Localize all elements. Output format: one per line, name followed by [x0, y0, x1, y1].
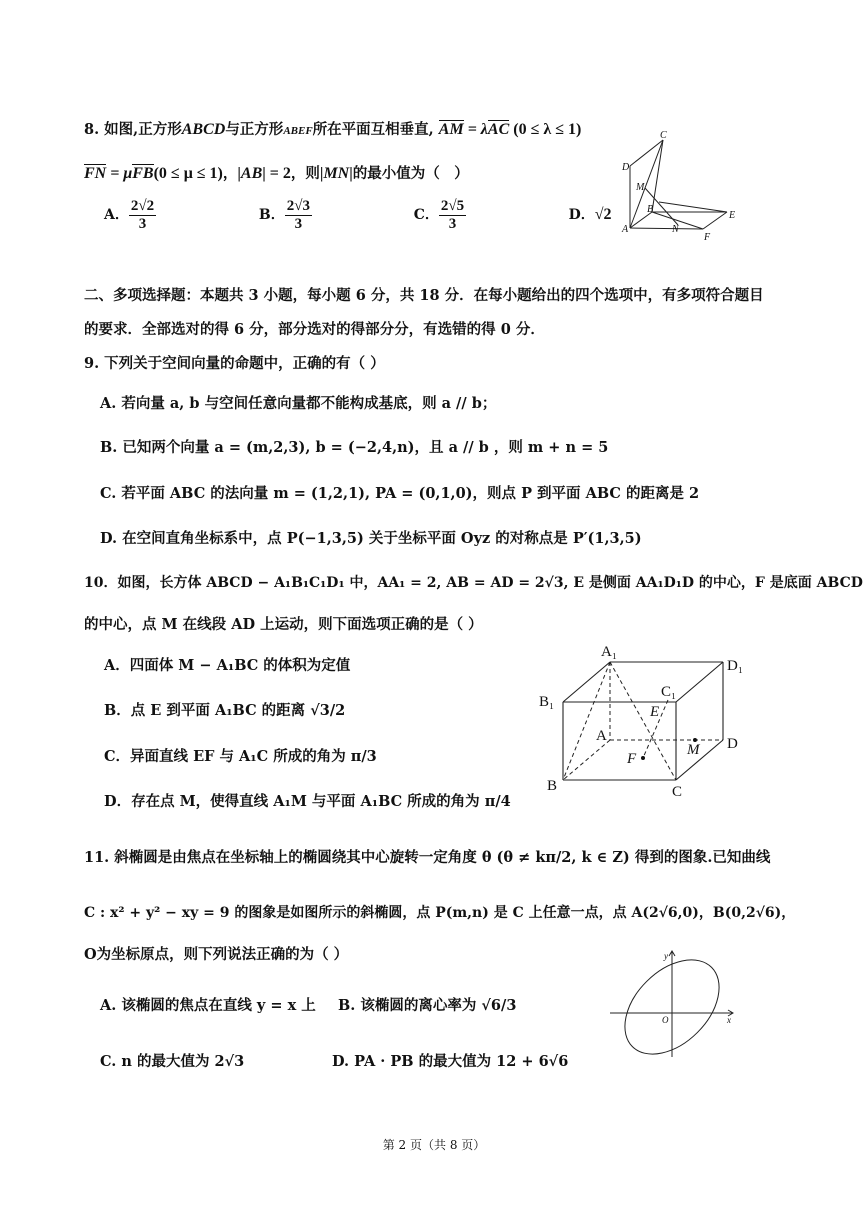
q11-fig-label-x: x [727, 1015, 731, 1025]
q10-fig-label-e: E [650, 704, 660, 720]
q10-option-b: B．点 E 到平面 A₁BC 的距离 √3/2 [104, 702, 346, 719]
q11-option-d: D. PA · PB 的最大值为 12 + 6√6 [332, 1053, 569, 1070]
q10-fig-label-a: A [596, 728, 607, 744]
q8-fig-label-n: N [672, 224, 679, 235]
q11-fig-label-y: y [664, 951, 668, 961]
q11-line3: O为坐标原点，则下列说法正确的为（ ） [84, 946, 349, 963]
q10-option-c: C．异面直线 EF 与 A₁C 所成的角为 π/3 [104, 748, 377, 765]
q11-ellipse-figure [605, 945, 740, 1060]
q8-line1: 8. 如图,正方形ABCD与正方形ABEF所在平面互相垂直, AM = λAC (0 ≤ λ ≤ 1) [84, 121, 582, 138]
q11-option-c: C. n 的最大值为 2√3 [100, 1053, 245, 1070]
q10-line1: 10．如图，长方体 ABCD − A₁B₁C₁D₁ 中，AA₁ = 2, AB = AD = 2√3, E 是侧面 AA₁D₁D 的中心，F 是底面 ABCD [84, 575, 863, 591]
q9-option-c: C. 若平面 ABC 的法向量 m = (1,2,1), PA = (0,1,0)，则点 P 到平面 ABC 的距离是 2 [100, 485, 700, 502]
q10-fig-label-c1: C₁ [661, 684, 677, 700]
section2-line1: 二、多项选择题：本题共 3 小题，每小题 6 分，共 18 分．在每小题给出的四个选项中，有多项符合题目 [84, 287, 764, 304]
q9-option-b: B. 已知两个向量 a = (m,2,3), b = (−2,4,n)，且 a // b ，则 m + n = 5 [100, 439, 609, 456]
q10-fig-label-b: B [547, 778, 558, 794]
q8-fig-label-b: B [647, 204, 654, 215]
page-footer: 第 2 页（共 8 页） [382, 1138, 486, 1152]
q11-line1: 11. 斜椭圆是由焦点在坐标轴上的椭圆绕其中心旋转一定角度 θ (θ ≠ kπ/2, k ∈ Z) 得到的图象.已知曲线 [84, 849, 771, 866]
q10-fig-label-a1: A₁ [601, 644, 618, 660]
q8-fig-label-d: D [622, 162, 630, 173]
q9-option-a: A. 若向量 a, b 与空间任意向量都不能构成基底，则 a // b； [100, 395, 497, 412]
q10-fig-label-b1: B₁ [539, 694, 555, 710]
q10-option-d: D．存在点 M，使得直线 A₁M 与平面 A₁BC 所成的角为 π/4 [104, 793, 511, 810]
q10-fig-label-c: C [672, 784, 683, 800]
q11-fig-label-o: O [662, 1015, 669, 1025]
q8-fig-label-e: E [729, 210, 736, 221]
section2-line2: 的要求．全部选对的得 6 分，部分选对的得部分分，有选错的得 0 分． [84, 321, 545, 338]
q8-line2: FN = μFB(0 ≤ μ ≤ 1)，|AB| = 2，则|MN|的最小值为（ ） [84, 165, 469, 182]
q10-fig-label-m: M [687, 742, 700, 758]
q11-line2: C : x² + y² − xy = 9 的图象是如图所示的斜椭圆，点 P(m,n) 是 C 上任意一点，点 A(2√6,0)，B(0,2√6)， [84, 905, 796, 921]
q9-stem: 9. 下列关于空间向量的命题中，正确的有（ ） [84, 355, 385, 372]
q10-fig-label-d1: D₁ [727, 658, 744, 674]
q9-option-d: D. 在空间直角坐标系中，点 P(−1,3,5) 关于坐标平面 Oyz 的对称点是 P′(1,3,5) [100, 530, 642, 547]
q8-fig-label-c: C [660, 130, 667, 141]
q8-fig-label-a: A [622, 224, 629, 235]
q8-fig-label-f: F [704, 232, 711, 243]
q8-options: A． $\frac{2√2}{3}$ B． $\frac{2√3}{3}$ C． $\frac{2√5}{3}$ D．√2 [104, 198, 612, 232]
q8-figure [615, 128, 745, 246]
q10-option-a: A．四面体 M − A₁BC 的体积为定值 [104, 657, 351, 674]
q10-cuboid-figure [535, 640, 760, 800]
q10-line2: 的中心，点 M 在线段 AD 上运动，则下面选项正确的是（ ） [84, 616, 483, 633]
q11-option-a: A. 该椭圆的焦点在直线 y = x 上 [100, 997, 316, 1014]
q10-fig-label-f: F [627, 751, 637, 767]
q8-fig-label-m: M [636, 182, 645, 193]
q10-fig-label-d: D [727, 736, 738, 752]
q11-option-b: B. 该椭圆的离心率为 √6/3 [338, 997, 517, 1014]
